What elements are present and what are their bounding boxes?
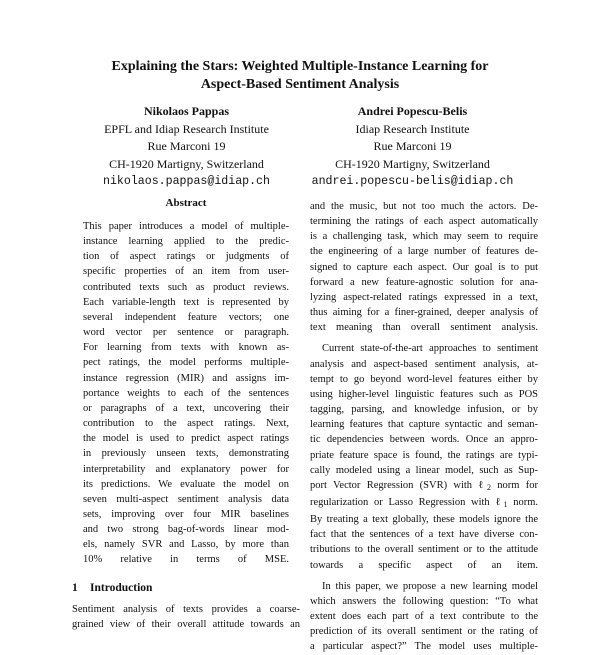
text-line: towards a specific aspect of an item.	[310, 559, 538, 571]
author-city: CH-1920 Martigny, Switzerland	[109, 156, 264, 171]
section-number: 1	[72, 581, 78, 594]
title-line: Aspect-Based Sentiment Analysis	[200, 77, 400, 92]
author-name: Andrei Popescu-Belis	[357, 104, 468, 118]
text-line: word vector per sentence or paragraph.	[83, 327, 289, 339]
text-line: is a challenging task, which may seem to require	[310, 231, 538, 243]
text-line: which answers the following question: “To what	[310, 595, 538, 607]
paragraph-continued	[310, 199, 538, 335]
text-line: Sentiment analysis of texts provides a coarse-	[72, 603, 300, 615]
text-line: specific properties of an item from user-	[83, 266, 289, 278]
text-line	[310, 495, 538, 512]
text-line: in previously unseen texts, demonstrating	[83, 448, 289, 460]
author-email: nikolaos.pappas@idiap.ch	[103, 175, 270, 188]
text-line: and two strong bag-of-words linear mod-	[83, 524, 289, 536]
text-line: tagging, parsing, and knowledge infusion, or by	[310, 404, 538, 416]
text-line: fact that the sentences of a text have diverse con-	[310, 529, 538, 541]
text-line: lyzing aspect-related ratings expressed in a text,	[310, 291, 538, 303]
text-line: seven multi-aspect sentiment analysis data	[83, 493, 289, 505]
text-line: tion of aspect ratings or judgments of	[83, 251, 289, 263]
text-line: cally modeled using a linear model, such as Sup-	[310, 464, 538, 476]
text-line: sets, improving over four MIR baselines	[83, 508, 289, 520]
text-line: prediction of its overall sentiment or the rating of	[310, 626, 538, 638]
text-line: and the music, but not too much the actors. De-	[310, 201, 538, 212]
author-affiliation: Idiap Research Institute	[355, 121, 470, 136]
text-line: learning features that capture syntactic and seman-	[310, 419, 538, 431]
text-line: several independent feature vectors; one	[83, 311, 289, 323]
text-line: For learning from texts with known as-	[83, 342, 289, 354]
formula-rest: norm.	[507, 496, 538, 508]
text-line: contribution to the aspect ratings. Next,	[83, 418, 289, 430]
text-line: analysis and aspect-based sentiment analysis, at-	[310, 358, 538, 370]
text-line: termining the ratings of each aspect automatically	[310, 216, 538, 228]
author-city: CH-1920 Martigny, Switzerland	[335, 156, 490, 171]
formula-rest: norm for	[491, 479, 538, 491]
author-email: andrei.popescu-belis@idiap.ch	[311, 175, 514, 188]
text-line: using higher-level linguistic features such as POS	[310, 388, 538, 400]
text-line: grained view of their overall attitude towards an	[72, 618, 300, 630]
text-line: signed to capture each aspect. Our goal is to put	[310, 261, 538, 273]
text-line: els, namely SVR and Lasso, by more than	[83, 539, 289, 551]
right-column	[310, 199, 538, 655]
author-name: Nikolaos Pappas	[143, 104, 230, 118]
author-affiliation: EPFL and Idiap Research Institute	[104, 121, 269, 136]
intro-paragraph	[72, 602, 300, 632]
author-street: Rue Marconi 19	[373, 139, 452, 153]
author-block-1	[64, 103, 309, 191]
text-line: forward a new feature-agnostic solution for ana-	[310, 276, 538, 288]
text-line: text meaning than overall sentiment analysis.	[310, 322, 538, 334]
text-line: Current state-of-the-art approaches to sentiment	[322, 343, 538, 355]
text-line: extent does each part of a text contribute to the	[310, 611, 538, 623]
norm-subscript: 1	[503, 499, 508, 509]
text-line: portance weights to each of the sentences	[83, 387, 289, 399]
text-line: tributions to the overall sentiment or to the attitude	[310, 544, 538, 556]
text-line: instance learning applied to the predic-	[83, 236, 289, 248]
abstract-body	[83, 219, 289, 568]
author-street: Rue Marconi 19	[147, 139, 226, 153]
text-line: thus aiming for a finer-grained, deeper analysis of	[310, 307, 538, 319]
text-line: By treating a text globally, these models ignore the	[310, 514, 538, 526]
text-line: In this paper, we propose a new learning model	[322, 580, 538, 592]
author-block-2	[290, 103, 535, 191]
text-line: Each variable-length text is represented by	[83, 296, 289, 308]
paragraph-proposal	[310, 579, 538, 655]
norm-subscript: 2	[487, 482, 492, 492]
text-line: a particular aspect?” The model uses multiple-	[310, 641, 538, 653]
text-line: its predictions. We evaluate the model on	[83, 478, 289, 490]
text-line: the engineering of a large number of features de-	[310, 246, 538, 258]
text-line	[310, 478, 538, 495]
section-heading	[72, 581, 300, 596]
text-line: the model is used to predict aspect ratings	[83, 433, 289, 445]
text-line: This paper introduces a model of multiple-	[83, 221, 289, 232]
text-line: tic dependencies between words. Once an appro-	[310, 434, 538, 446]
text-line: interpretability and explanatory power for	[83, 463, 289, 475]
section-title: Introduction	[90, 581, 153, 594]
text-line: priate feature space is found, the ratings are typi-	[310, 449, 538, 461]
text-line: 10% relative in terms of MSE.	[83, 554, 289, 566]
paragraph-state-of-the-art	[310, 341, 538, 572]
paper-title	[60, 58, 540, 94]
title-line: Explaining the Stars: Weighted Multiple-Instance Learning for	[111, 59, 489, 74]
text-line: or paragraphs of a text, uncovering their	[83, 402, 289, 414]
abstract-heading: Abstract	[165, 197, 207, 209]
left-column	[72, 196, 300, 632]
formula-text: port Vector Regression (SVR) with ℓ	[310, 479, 488, 491]
text-line: pect ratings, the model performs multiple-	[83, 357, 289, 369]
text-line: instance regression (MIR) and assigns im-	[83, 372, 289, 384]
formula-text: regularization or Lasso Regression with ℓ	[310, 496, 504, 508]
text-line: contributed texts such as product reviews.	[83, 281, 289, 293]
text-line: tempt to go beyond word-level features either by	[310, 373, 538, 385]
